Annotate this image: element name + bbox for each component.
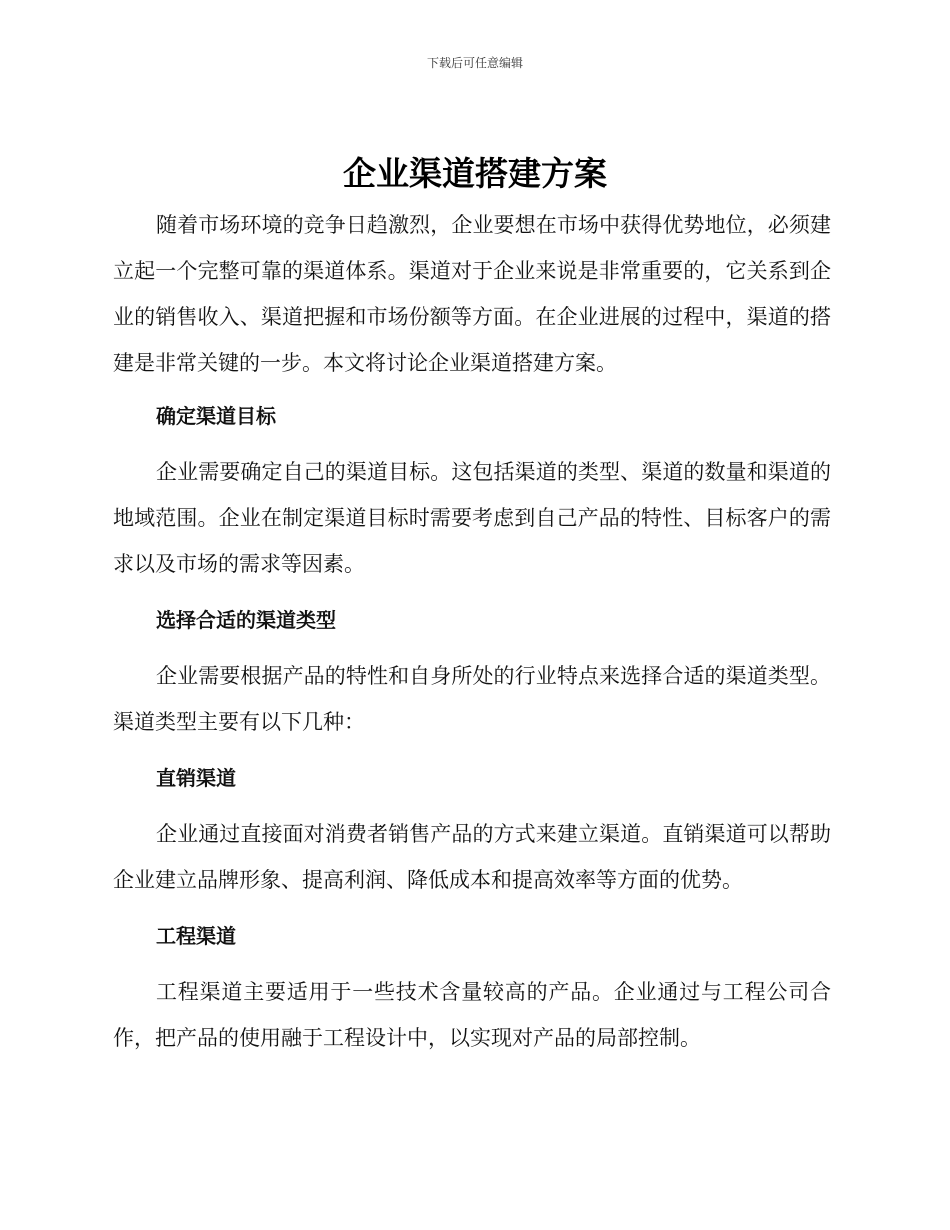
section-heading-channel-type: 选择合适的渠道类型 bbox=[156, 608, 336, 632]
section-heading-direct-sales: 直销渠道 bbox=[156, 766, 236, 790]
document-title: 企业渠道搭建方案 bbox=[343, 154, 607, 193]
section-paragraph-channel-goals: 企业需要确定自己的渠道目标。这包括渠道的类型、渠道的数量和渠道的地域范围。企业在制定渠道目标时需要考虑到自己产品的特性、目标客户的需求以及市场的需求等因素。 bbox=[113, 460, 831, 576]
section-paragraph-direct-sales: 企业通过直接面对消费者销售产品的方式来建立渠道。直销渠道可以帮助企业建立品牌形象、提高利润、降低成本和提高效率等方面的优势。 bbox=[113, 822, 831, 892]
section-paragraph-engineering-channel: 工程渠道主要适用于一些技术含量较高的产品。企业通过与工程公司合作，把产品的使用融于工程设计中，以实现对产品的局部控制。 bbox=[113, 980, 831, 1050]
page-header: 下载后可任意编辑 bbox=[426, 56, 523, 70]
intro-paragraph: 随着市场环境的竞争日趋激烈，企业要想在市场中获得优势地位，必须建立起一个完整可靠的渠道体系。渠道对于企业来说是非常重要的，它关系到企业的销售收入、渠道把握和市场份额等方面。在企业进展的过程中，渠道的搭建是非常关键的一步。本文将讨论企业渠道搭建方案。 bbox=[113, 213, 831, 375]
document-body bbox=[113, 202, 831, 1061]
section-heading-channel-goals: 确定渠道目标 bbox=[156, 404, 276, 428]
section-paragraph-channel-type: 企业需要根据产品的特性和自身所处的行业特点来选择合适的渠道类型。渠道类型主要有以下几种： bbox=[113, 664, 831, 734]
section-heading-engineering-channel: 工程渠道 bbox=[156, 924, 236, 948]
